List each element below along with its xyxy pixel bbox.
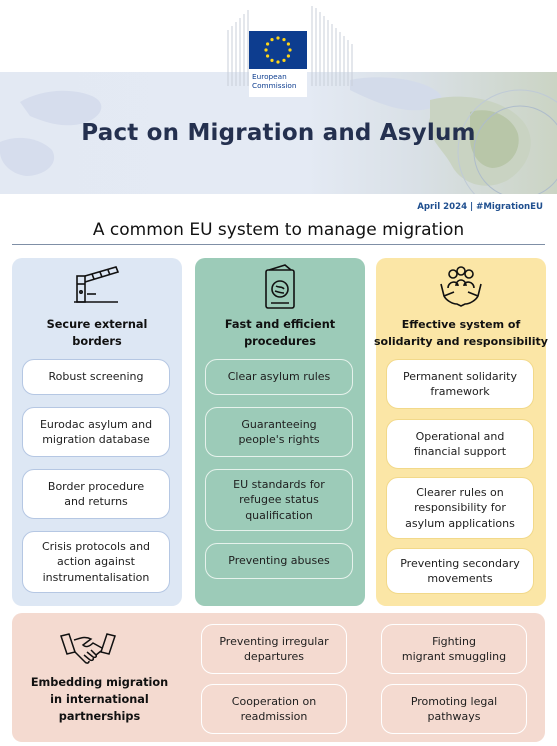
- item-text-line: readmission: [240, 710, 308, 723]
- item-solidarity-framework: [386, 359, 534, 409]
- item-text-line: migrant smuggling: [401, 650, 507, 663]
- item-readmission: [201, 684, 347, 734]
- item-text-line: Permanent solidarity: [402, 369, 517, 383]
- item-text-line: framework: [430, 385, 490, 398]
- eu-flag: [249, 31, 307, 69]
- column-solidarity: [376, 258, 546, 606]
- item-text-line: Fighting: [432, 634, 476, 648]
- item-text-line: instrumentalisation: [42, 570, 150, 584]
- item-text-line: Preventing secondary: [400, 556, 520, 570]
- ec-wordmark-line2: Commission: [252, 81, 297, 90]
- handshake-icon: [59, 630, 117, 670]
- item-text-line: refugee status: [239, 493, 319, 507]
- item-border-procedure: [22, 469, 170, 519]
- item-text-line: Preventing irregular: [219, 634, 329, 648]
- subtitle-divider: [12, 244, 545, 245]
- item-text-line: Clear asylum rules: [227, 370, 331, 384]
- item-clear-asylum-rules: [205, 359, 353, 395]
- item-text-line: people's rights: [238, 433, 320, 446]
- item-text-line: financial support: [413, 445, 507, 458]
- page-title: Pact on Migration and Asylum: [81, 120, 476, 146]
- border-barrier-icon: [12, 262, 182, 318]
- heading-line: solidarity and responsibility: [374, 335, 548, 348]
- item-text-line: Cooperation on: [231, 694, 317, 708]
- item-text-line: qualification: [245, 508, 313, 522]
- item-text-line: and returns: [64, 495, 128, 508]
- item-eurodac: [22, 407, 170, 457]
- page-subtitle: A common EU system to manage migration: [92, 220, 465, 240]
- ec-wordmark-line1: European: [252, 72, 287, 81]
- item-text-line: responsibility for: [414, 501, 506, 515]
- ec-wordmark: [252, 72, 308, 90]
- item-legal-pathways: [381, 684, 527, 734]
- heading-line: procedures: [244, 335, 316, 348]
- item-text-line: departures: [243, 650, 305, 663]
- item-text-line: migration database: [42, 433, 150, 446]
- heading-line: Secure external: [46, 318, 148, 331]
- partnerships-heading: [12, 674, 187, 725]
- item-text-line: Robust screening: [48, 370, 144, 384]
- item-robust-screening: [22, 359, 170, 395]
- item-irregular-departures: [201, 624, 347, 674]
- item-operational-support: [386, 419, 534, 469]
- date-hashtag: April 2024 | #MigrationEU: [417, 202, 543, 212]
- eu-stars-icon: [249, 31, 307, 69]
- heading-line: borders: [72, 335, 122, 348]
- item-clearer-rules: [386, 477, 534, 539]
- item-text-line: Eurodac asylum and: [39, 417, 153, 431]
- column-heading: [370, 316, 552, 350]
- item-text-line: Promoting legal: [410, 694, 498, 708]
- column-heading: [195, 316, 365, 350]
- item-text-line: movements: [427, 572, 493, 585]
- item-crisis-protocols: [22, 531, 170, 593]
- item-text-line: asylum applications: [405, 516, 515, 530]
- european-commission-logo: [222, 0, 358, 97]
- column-heading: [12, 316, 182, 350]
- people-in-hands-icon: [376, 262, 546, 318]
- partnerships-panel: [12, 613, 545, 742]
- item-text-line: pathways: [427, 710, 481, 723]
- item-text-line: Guaranteeing: [241, 417, 317, 431]
- item-text-line: Operational and: [415, 429, 505, 443]
- heading-line: Effective system of: [401, 318, 521, 331]
- column-fast-procedures: [195, 258, 365, 606]
- heading-line: in international: [50, 693, 149, 706]
- item-preventing-abuses: [205, 543, 353, 579]
- item-text-line: action against: [57, 555, 135, 569]
- item-text-line: Border procedure: [47, 479, 145, 493]
- item-text-line: Preventing abuses: [228, 554, 330, 568]
- item-migrant-smuggling: [381, 624, 527, 674]
- column-secure-borders: [12, 258, 182, 606]
- item-secondary-movements: [386, 548, 534, 594]
- item-text-line: Crisis protocols and: [41, 539, 151, 553]
- item-text-line: Clearer rules on: [416, 485, 504, 499]
- item-text-line: EU standards for: [233, 477, 325, 491]
- heading-line: partnerships: [58, 710, 141, 723]
- item-refugee-standards: [205, 469, 353, 531]
- heading-line: Embedding migration: [30, 676, 169, 689]
- item-peoples-rights: [205, 407, 353, 457]
- heading-line: Fast and efficient: [224, 318, 336, 331]
- passport-icon: [195, 262, 365, 318]
